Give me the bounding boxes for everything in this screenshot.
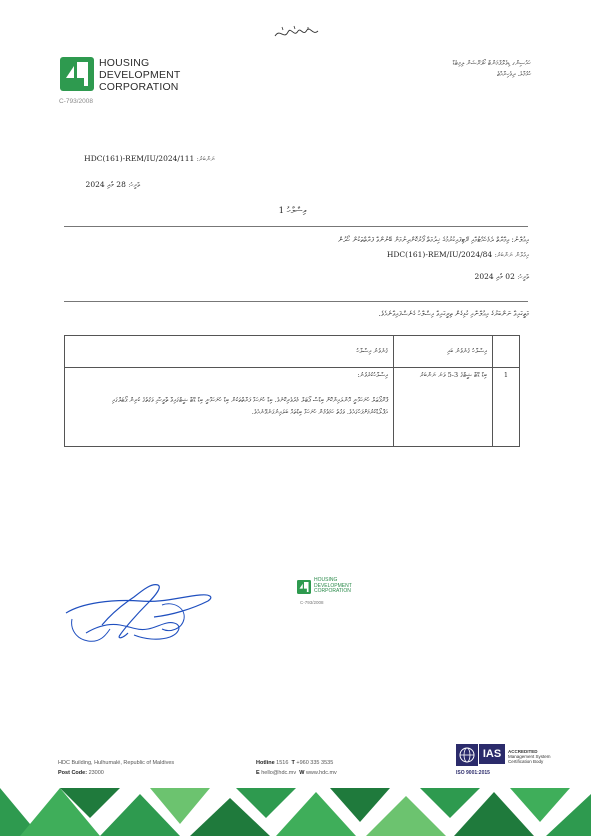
postcode-label: Post Code:: [58, 770, 88, 776]
reference-number: HDC(161)-REM/IU/2024/111: [84, 154, 195, 163]
date-line: [60, 180, 140, 190]
web-value[interactable]: www.hdc.mv: [305, 770, 337, 776]
column-header-number: [493, 336, 520, 368]
announcement-reference-label: އިޢުލާން ނަންބަރު:: [494, 251, 529, 259]
registration-number: C-793/2008: [59, 98, 93, 105]
dhivehi-org-line: ހުޅުމާލެ، ދިވެހިރާއްޖެ: [496, 70, 531, 78]
section-cell: ބިޑް ޑޭޓާ ޝީޓްގެ 3-5 ވަނަ ނަންބަރު: [394, 368, 493, 447]
hotline-value: 1516: [276, 760, 289, 766]
web-label: W: [299, 770, 305, 776]
document-title: އިސްލާހު 1: [278, 206, 307, 216]
email-label: E: [256, 770, 260, 776]
hdc-stamp-logo-icon: [297, 580, 311, 594]
footer-address: HDC Building, Hulhumalé, Republic of Maldives: [58, 760, 175, 766]
org-name-line: CORPORATION: [99, 81, 179, 93]
date-value: 28 މެއި 2024: [85, 180, 126, 189]
announcement-date-value: 02 މެއި 2024: [474, 272, 515, 281]
subject-line: އިޢުލާނު: ޢިމާރާތް ދެމެހެއްޓުމާއި ރޭޓިފައިކުރުމުގެ ޚިދުމަތް ފޯރުކޮށްދިނުމަށް ބޭނުންވާ ފަރާތްތަކުން ހޯދުން: [337, 236, 529, 244]
row-number-cell: 1: [493, 368, 520, 447]
reference-label: ނަންބަރު:: [196, 155, 215, 163]
postcode-value: 23000: [88, 770, 104, 776]
footer-triangle-band: [0, 788, 591, 836]
footer-phone: [256, 760, 333, 766]
announcement-date-label: ތާރީޚު:: [517, 273, 529, 281]
addendum-table: [64, 335, 520, 447]
divider: [64, 226, 528, 227]
org-name: [99, 57, 181, 93]
iso-certification: ISO 9001:2015: [456, 770, 490, 776]
hdc-logo-icon: [60, 57, 94, 91]
accreditation-line: Management System: [508, 754, 551, 759]
stamp-name-line: DEVELOPMENT: [314, 582, 352, 589]
table-row: [65, 368, 520, 447]
announcement-reference: [229, 250, 529, 260]
change-text: ޕްރޮޕޯޒަލް ހުށަހަޅާނީ އޮންލައިންކޮށް ބިޑްސް ޕޯޓަލް މެދުވެރިކޮށެވެ. ބިޑް ހުށަހަޅާ ފަރާތްތަކުން ބިޑް ހުށަހަޅާނީ ބިޑް ޑޭޓާ ޝީޓްގައިވާ ތާރީޚާއި ވަގުތުގެ ކުރިން ޕޯޓަލްގައި އަޕްލޯޑްކުރުމަށްފަހުގައެވެ. ވަގުތު ހަމަވުމުން ހުށަހަޅާ ބިޑްތައް ބަލައިނުގަނެވޭނެއެވެ.: [111, 396, 388, 416]
reference-line: [60, 154, 215, 164]
stamp-name-line: CORPORATION: [314, 588, 351, 594]
stamp-registration: C-793/2008: [300, 600, 324, 605]
date-label: ތާރީޚު:: [128, 181, 140, 189]
tel-value: +960 335 3535: [296, 760, 334, 766]
accreditation-line: ACCREDITED: [508, 749, 538, 754]
intro-text: މަތީގައިވާ ނަންބަރުގެ އިޢުލާނާއި ގުޅިގެން ތިރީގައިވާ އިސްލާހު ގެނެސްފައިވާނެއެވެ.: [378, 310, 529, 318]
email-value[interactable]: hello@hdc.mv: [261, 770, 297, 776]
table-header-row: [65, 336, 520, 368]
ias-logo: IAS: [479, 744, 505, 764]
announcement-reference-number: HDC(161)-REM/IU/2024/84: [386, 250, 493, 259]
certification-globe-icon: [456, 744, 478, 766]
tel-label: T: [291, 760, 295, 766]
stamp-org-name: [314, 578, 352, 595]
divider: [64, 301, 528, 302]
accreditation-text: [508, 749, 551, 764]
stamp-name-line: HOUSING: [314, 577, 338, 583]
footer-contact: [256, 770, 337, 776]
signature: [62, 575, 222, 650]
accreditation-line: Certification Body: [508, 759, 544, 764]
change-cell: [65, 368, 394, 447]
org-name-line: DEVELOPMENT: [99, 69, 181, 81]
column-header-section: އިސްލާހު ގެނެވުނު ބައި: [394, 336, 493, 368]
hotline-label: Hotline: [256, 760, 275, 766]
change-label: އިސްލާހުކުރެވުނު:: [357, 371, 388, 379]
bismillah-calligraphy: [272, 22, 322, 44]
footer-postcode: [58, 770, 104, 776]
column-header-change: ގެނެވުނު އިސްލާހު: [65, 336, 394, 368]
dhivehi-org-name: [331, 58, 531, 80]
org-name-line: HOUSING: [99, 57, 150, 69]
dhivehi-org-line: ހައުސިންގ ޑިވެލޮޕްމަންޓް ކޯޕަރޭޝަން ލިމިޓެޑް: [452, 59, 531, 67]
announcement-date: [409, 272, 529, 282]
